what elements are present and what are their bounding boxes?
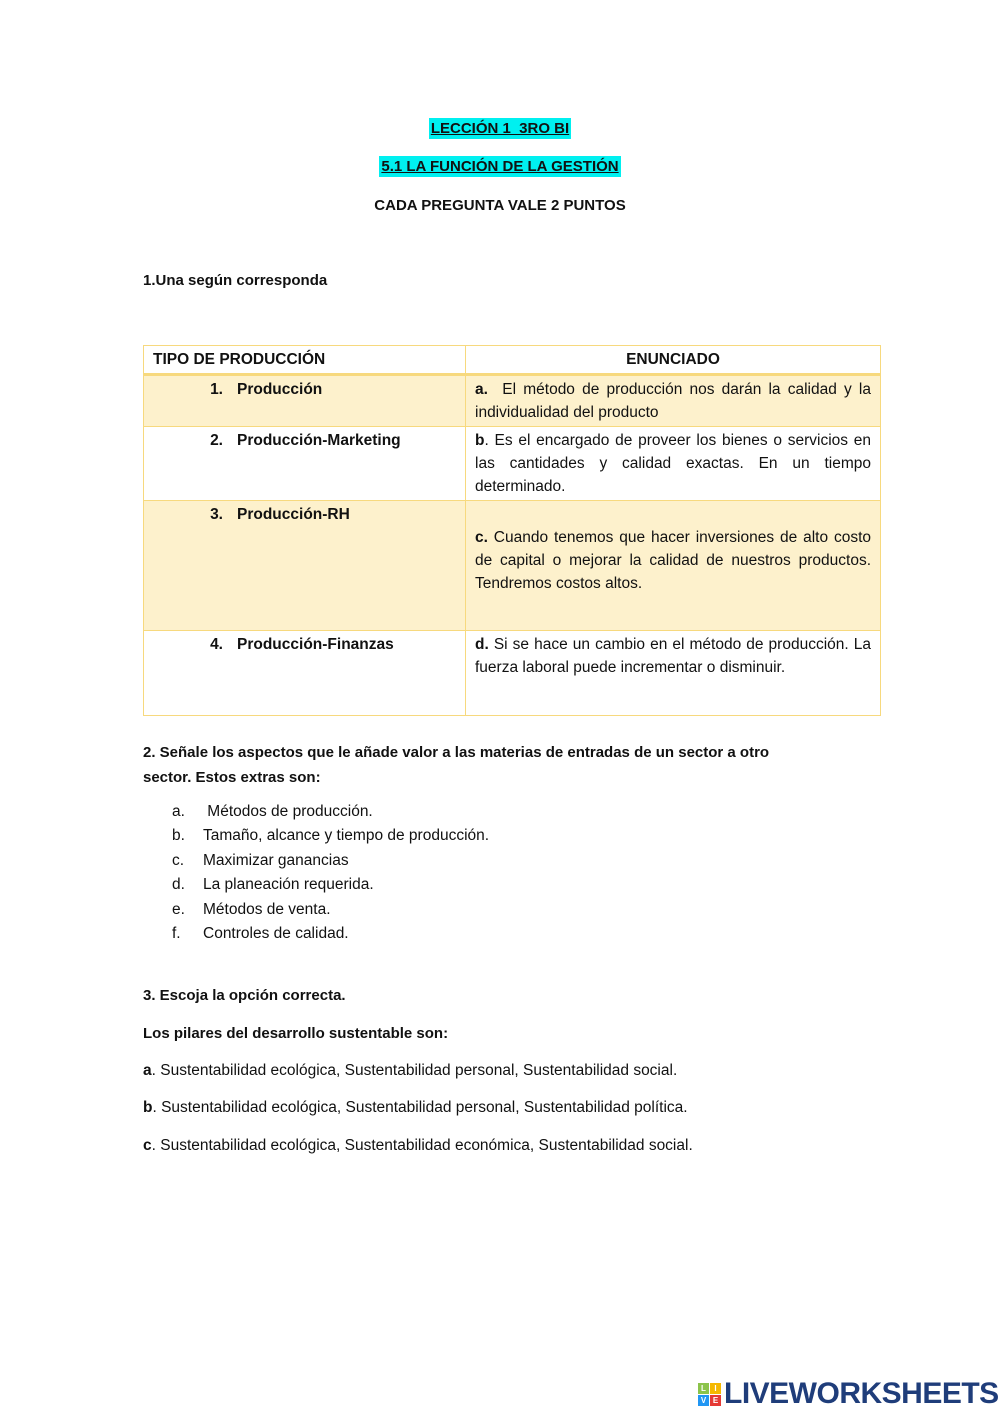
table-row <box>144 375 881 427</box>
row-text: Si se hace un cambio en el método de producción. La fuerza laboral puede incrementar o disminuir. <box>475 636 871 676</box>
item-letter: e. <box>172 900 185 918</box>
table-header <box>144 346 881 375</box>
item-text: Controles de calidad. <box>203 924 349 942</box>
item-letter: d. <box>172 876 185 894</box>
item-text: Tamaño, alcance y tiempo de producción. <box>203 827 490 845</box>
lesson-title <box>0 120 1000 137</box>
item-text: Maximizar ganancias <box>203 851 349 869</box>
row-text: Cuando tenemos que hacer inversiones de alto costo de capital o mejorar la calidad de nuestros productos. Tendremos costos altos. <box>475 529 871 592</box>
option-letter: c <box>143 1137 152 1154</box>
table-row <box>144 501 881 631</box>
row-number: 1. <box>210 381 223 398</box>
item-letter: c. <box>172 851 185 869</box>
row-letter: c. <box>475 529 488 546</box>
header-statement: ENUNCIADO <box>466 346 881 375</box>
row-letter: b <box>475 432 485 449</box>
logo-block: V <box>698 1395 709 1406</box>
list-item <box>172 800 489 824</box>
row-text: El método de producción nos darán la calidad y la individualidad del producto <box>475 381 876 421</box>
list-item <box>172 922 489 946</box>
q1-title: 1.Una según corresponda <box>143 272 328 289</box>
row-number: 4. <box>210 636 223 653</box>
q2-title-line1: 2. Señale los aspectos que le añade valor a las materias de entradas de un sector a otro <box>143 744 770 761</box>
q2-title-line2: sector. Estos extras son: <box>143 769 321 786</box>
logo-block: I <box>710 1383 721 1394</box>
row-letter: a. <box>475 381 488 398</box>
row-number: 3. <box>210 506 223 523</box>
row-number: 2. <box>210 432 223 449</box>
q2-list <box>172 800 489 946</box>
q2-title <box>143 740 769 790</box>
q3-option-b[interactable] <box>143 1099 688 1117</box>
option-letter: b <box>143 1099 153 1116</box>
option-text: . Sustentabilidad ecológica, Sustentabilidad económica, Sustentabilidad social. <box>151 1137 693 1154</box>
item-letter: a. <box>172 803 185 820</box>
logo-text: LIVEWORKSHEETS <box>724 1377 999 1410</box>
item-letter: f. <box>172 924 181 942</box>
list-item <box>172 873 489 897</box>
logo-block: L <box>698 1383 709 1394</box>
row-type: Producción <box>237 381 323 398</box>
item-text: Métodos de producción. <box>203 803 373 820</box>
header-type: TIPO DE PRODUCCIÓN <box>144 346 466 375</box>
row-type: Producción-RH <box>237 506 350 523</box>
matching-table <box>143 345 881 716</box>
option-text: . Sustentabilidad ecológica, Sustentabilidad personal, Sustentabilidad social. <box>151 1062 678 1079</box>
logo-blocks-icon <box>698 1383 721 1406</box>
option-text: . Sustentabilidad ecológica, Sustentabilidad personal, Sustentabilidad política. <box>152 1099 688 1116</box>
table-row <box>144 427 881 501</box>
lesson-title-text: LECCIÓN 1_3RO BI <box>430 120 570 137</box>
table-row <box>144 631 881 716</box>
list-item <box>172 849 489 873</box>
q3-subtitle: Los pilares del desarrollo sustentable son: <box>143 1025 449 1042</box>
row-letter: d. <box>475 636 489 653</box>
q3-title: 3. Escoja la opción correcta. <box>143 987 346 1004</box>
topic-title-text: 5.1 LA FUNCIÓN DE LA GESTIÓN <box>381 158 619 175</box>
q3-option-a[interactable] <box>143 1062 677 1080</box>
logo-block: E <box>710 1395 721 1406</box>
row-type: Producción-Marketing <box>237 432 401 449</box>
list-item <box>172 824 489 848</box>
row-text: . Es el encargado de proveer los bienes o servicios en las cantidades y calidad exactas. En un tiempo determinado. <box>475 432 871 495</box>
liveworksheets-logo <box>698 1377 999 1411</box>
item-text: La planeación requerida. <box>203 876 374 894</box>
item-letter: b. <box>172 827 185 845</box>
topic-title <box>0 158 1000 175</box>
list-item <box>172 898 489 922</box>
row-type: Producción-Finanzas <box>237 636 394 653</box>
points-note: CADA PREGUNTA VALE 2 PUNTOS <box>374 197 626 214</box>
q3-option-c[interactable] <box>143 1137 693 1155</box>
item-text: Métodos de venta. <box>203 900 331 918</box>
option-letter: a <box>143 1062 152 1079</box>
